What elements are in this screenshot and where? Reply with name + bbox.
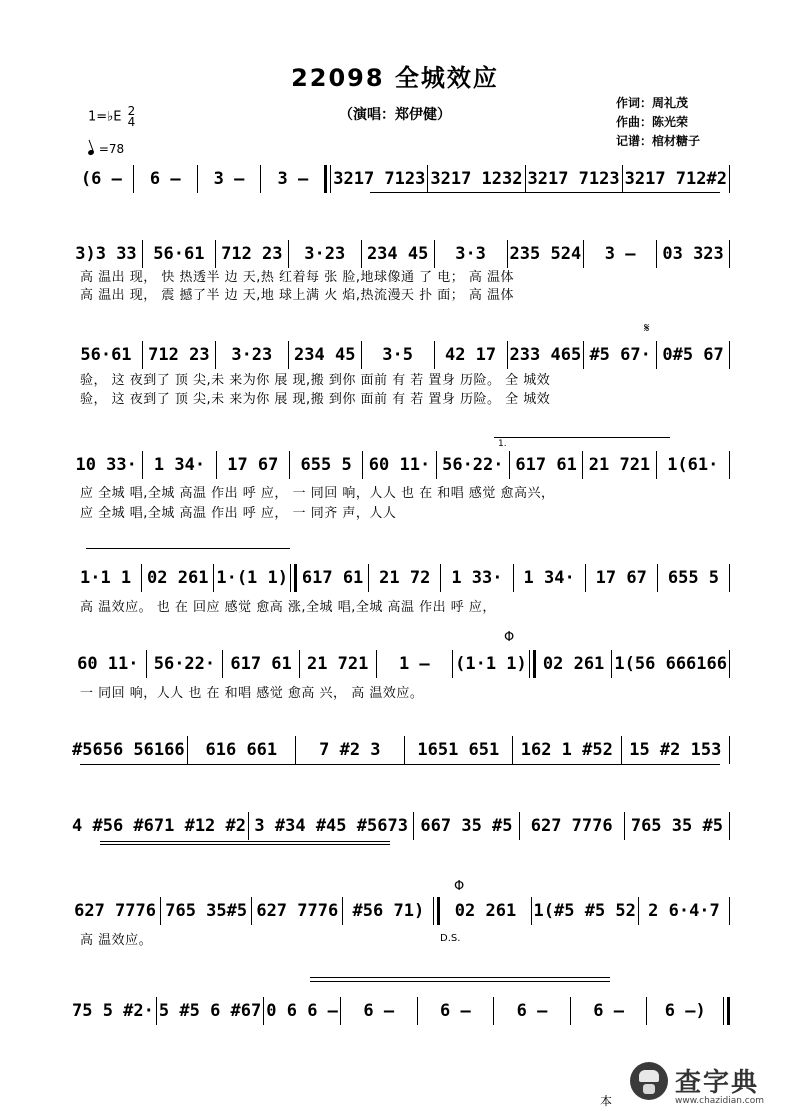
lyric-line-2: 应 全城 唱,全城 高温 作出 呼 应， 一 同齐 声，人人	[80, 506, 397, 521]
measure: 1 33·	[451, 568, 503, 588]
barline	[729, 897, 730, 925]
time-sig-numerator: 2	[127, 104, 136, 118]
measure: 21 721	[588, 455, 651, 475]
lyric-line-2: 高 温出 现， 震 撼了半 边 天,地 球上满 火 焰,热流漫天 扑 面； 高 温体	[80, 288, 514, 303]
measure: 1·1 1	[79, 568, 132, 588]
notation-line	[70, 165, 730, 193]
measure: 15 #2 153	[629, 740, 722, 760]
measure: 42 17	[444, 345, 497, 365]
singer-credit: （演唱：郑伊健）	[339, 107, 451, 123]
notation-line	[70, 451, 730, 479]
barline	[729, 341, 730, 369]
measure: 75 5 #2·	[72, 1001, 154, 1021]
time-sig-denominator: 4	[127, 115, 136, 129]
measure: 2 6·4·7	[648, 901, 720, 921]
measure: 3 –	[277, 169, 309, 189]
measure: 3217 712#2	[624, 169, 727, 189]
measure: 56·22·	[442, 455, 504, 475]
measure: 6 –	[516, 1001, 548, 1021]
measure: 5 #5 6 #67	[158, 1001, 262, 1021]
measure: 616 661	[205, 740, 278, 760]
measure: 21 721	[306, 654, 369, 674]
measure: 765 35#5	[165, 901, 248, 921]
measure: 60 11·	[77, 654, 139, 674]
measure: 617 61	[230, 654, 292, 674]
tie-line	[310, 981, 610, 982]
lyric-line-1: 高 温效应。	[80, 933, 153, 948]
measure: 1 34·	[153, 455, 206, 475]
beam-line	[370, 192, 720, 193]
notation-line	[70, 812, 730, 840]
measure: 6 –	[363, 1001, 395, 1021]
barline	[729, 165, 730, 193]
measure: 1(56 666166	[614, 654, 727, 674]
measure: #5 67·	[589, 345, 651, 365]
measure: 765 35 #5	[630, 816, 723, 836]
tempo-marking	[88, 142, 124, 156]
measure: 02 261	[147, 568, 209, 588]
segno-sign: 𝄋	[644, 321, 650, 336]
barline	[729, 812, 730, 840]
measure: 162 1 #52	[520, 740, 613, 760]
measure: 235 524	[509, 244, 582, 264]
notation-line	[70, 650, 730, 678]
beam-line	[100, 844, 390, 845]
barline	[729, 451, 730, 479]
measure: 02 261	[542, 654, 605, 674]
measure: 1(#5 #5 52	[533, 901, 636, 921]
measure: 627 7776	[74, 901, 156, 921]
lyric-line-1: 一 同回 响，人人 也 在 和唱 感觉 愈高 兴， 高 温效应。	[80, 686, 424, 701]
notation-line	[70, 240, 730, 268]
notation-line	[70, 341, 730, 369]
measure: 3·5	[382, 345, 413, 365]
measure: 233 465	[509, 345, 582, 365]
notation-line	[70, 564, 730, 592]
measure: #5656 56166	[72, 740, 185, 760]
measure: 617 61	[301, 568, 364, 588]
measure: 1(61·	[667, 455, 719, 475]
key-label: 1=♭E	[88, 109, 122, 125]
tempo-value: =78	[98, 142, 125, 156]
measure: (6 –	[80, 169, 122, 189]
measure: 17 67	[595, 568, 647, 588]
tie-line	[310, 977, 610, 978]
watermark-name: 查字典	[675, 1068, 760, 1098]
measure: 6 –)	[664, 1001, 706, 1021]
site-watermark	[620, 1058, 780, 1113]
footer-char: 本	[600, 1094, 613, 1108]
measure: 627 7776	[256, 901, 339, 921]
measure: 7 #2 3	[319, 740, 381, 760]
repeat-start-barline	[324, 165, 331, 193]
lyric-line-1: 验， 这 夜到了 顶 尖,未 来为你 展 现,搬 到你 面前 有 若 置身 历险。 全 城效	[80, 373, 551, 388]
measure: 3 –	[604, 244, 636, 264]
measure: 1 –	[398, 654, 430, 674]
measure: 6 –	[149, 169, 181, 189]
transcriber-credit: 记谱：棺材糖子	[616, 134, 701, 148]
measure: #56 71)	[352, 901, 425, 921]
measure: 10 33·	[75, 455, 137, 475]
lyric-line-2: 验， 这 夜到了 顶 尖,未 来为你 展 现,搬 到你 面前 有 若 置身 历险。 全 城效	[80, 392, 551, 407]
coda-sign: Φ	[504, 630, 515, 645]
barline	[729, 564, 730, 592]
volta-number: 1.	[498, 439, 507, 449]
measure: 627 7776	[530, 816, 613, 836]
mascot-logo-icon	[630, 1062, 668, 1100]
ds-marking: D.S.	[440, 933, 461, 944]
measure: 712 23	[148, 345, 210, 365]
measure: 56·22·	[153, 654, 216, 674]
measure: 667 35 #5	[420, 816, 513, 836]
measure: 1 34·	[523, 568, 575, 588]
measure: 0 6 6 –	[266, 1001, 338, 1021]
measure: 3)3 33	[75, 244, 137, 264]
repeat-end-barline	[290, 564, 297, 592]
measure: 17 67	[227, 455, 279, 475]
measure: 655 5	[300, 455, 352, 475]
measure: 3·23	[231, 345, 273, 365]
measure: 6 –	[593, 1001, 624, 1021]
measure: 3217 7123	[333, 169, 426, 189]
measure: 3 –	[213, 169, 245, 189]
measure: 03 323	[662, 244, 724, 264]
measure: 56·61	[153, 244, 205, 264]
barline	[729, 650, 730, 678]
measure: 655 5	[667, 568, 720, 588]
measure: 3·23	[304, 244, 346, 264]
quarter-note-icon	[87, 149, 94, 156]
lyric-line-1: 应 全城 唱,全城 高温 作出 呼 应， 一 同回 响，人人 也 在 和唱 感觉 愈高兴，	[80, 486, 555, 501]
lyric-line-1: 高 温出 现， 快 热透半 边 天,热 红着每 张 脸,地球像通 了 电； 高 温体	[80, 270, 514, 285]
measure: 4 #56 #671 #12 #2	[72, 816, 246, 836]
key-signature	[88, 106, 135, 128]
measure: 60 11·	[368, 455, 431, 475]
composer-credit: 作曲：陈光荣	[616, 115, 689, 129]
final-barline	[723, 997, 730, 1025]
double-barline	[433, 897, 440, 925]
watermark-url: www.chazidian.com	[675, 1096, 765, 1106]
measure: (1·1 1)	[455, 654, 527, 674]
measure: 617 61	[515, 455, 577, 475]
measure: 1651 651	[417, 740, 500, 760]
lyricist-credit: 作词：周礼茂	[616, 96, 689, 110]
time-signature	[128, 106, 136, 128]
lyric-line-1: 高 温效应。 也 在 回应 感觉 愈高 涨,全城 唱,全城 高温 作出 呼 应，	[80, 600, 496, 615]
beam-line	[80, 764, 720, 765]
volta-bracket	[494, 437, 670, 438]
volta-bracket	[86, 548, 290, 549]
measure: 3 #34 #45 #5673	[254, 816, 408, 836]
measure: 02 261	[454, 901, 517, 921]
measure: 3217 1232	[430, 169, 523, 189]
notation-line	[70, 736, 730, 764]
measure: 0#5 67	[662, 345, 724, 365]
measure: 6 –	[439, 1001, 471, 1021]
barline	[729, 240, 730, 268]
beam-line	[100, 841, 390, 842]
coda-sign-repeat: Φ	[454, 879, 465, 894]
credits-block	[616, 94, 700, 151]
measure: 712 23	[221, 244, 283, 264]
song-title: 22098 全城效应	[291, 64, 499, 92]
measure: 1·(1 1)	[216, 568, 288, 588]
measure: 21 72	[379, 568, 431, 588]
measure: 3217 7123	[527, 169, 620, 189]
measure: 3·3	[455, 244, 486, 264]
measure: 234 45	[366, 244, 429, 264]
measure: 56·61	[80, 345, 132, 365]
measure: 234 45	[294, 345, 356, 365]
notation-line	[70, 897, 730, 925]
double-barline	[529, 650, 536, 678]
notation-line	[70, 997, 730, 1025]
barline	[729, 736, 730, 764]
